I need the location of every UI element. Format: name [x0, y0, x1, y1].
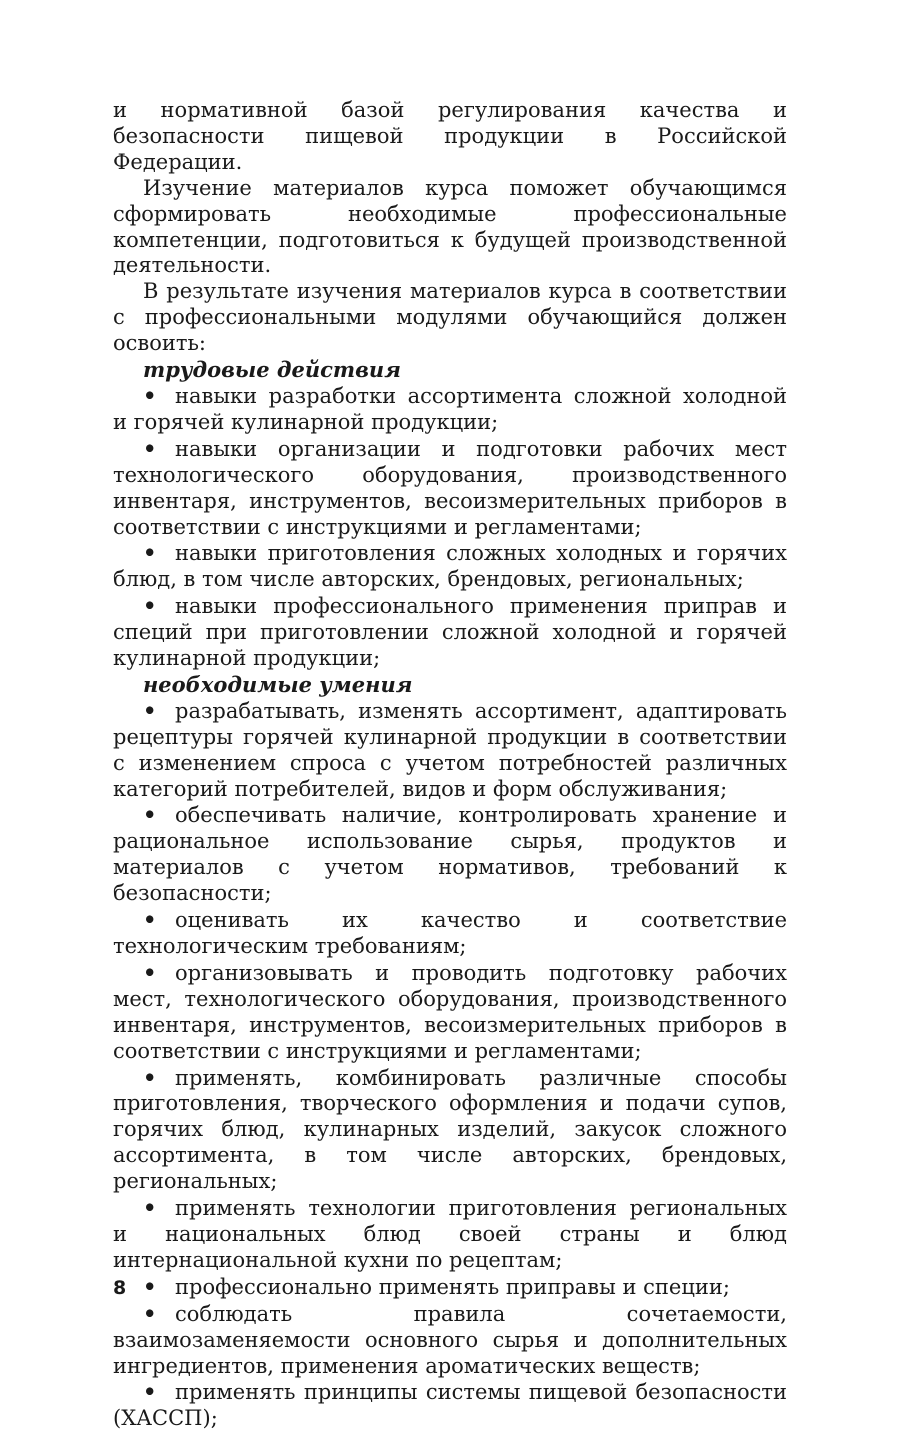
list-item — [113, 960, 787, 1065]
list-item — [113, 907, 787, 960]
bullet-icon: • — [143, 907, 157, 933]
bullet-icon: • — [143, 435, 157, 461]
list-item — [113, 802, 787, 907]
list-item-text: организовывать и проводить подготовку рабочих мест, технологического оборудования, производственного инвентаря, инструментов, весоизмерительных приборов в соответствии с инструкциями и регламентами; — [113, 960, 787, 1063]
list-item — [113, 1379, 787, 1432]
list-item-text: навыки приготовления сложных холодных и горячих блюд, в том числе авторских, брендовых, региональных; — [113, 541, 787, 592]
paragraph-intro-continuation: и нормативной базой регулирования качества и безопасности пищевой продукции в Российской Федерации. — [113, 98, 787, 174]
list-item — [113, 1195, 787, 1274]
bullet-icon: • — [143, 1379, 157, 1405]
list-item-text: навыки организации и подготовки рабочих мест технологического оборудования, производственного инвентаря, инструментов, весоизмерительных приборов в соответствии с инструкциями и регламентами; — [113, 436, 787, 539]
bullet-icon: • — [143, 540, 157, 566]
list-item-text: применять принципы системы пищевой безопасности (ХАССП); — [113, 1380, 787, 1431]
list-item-text: применять, комбинировать различные способы приготовления, творческого оформления и подачи супов, горячих блюд, кулинарных изделий, закусок сложного ассортимента, в том числе авторских, брендовых, региональных; — [113, 1065, 787, 1194]
list-item — [113, 593, 787, 672]
bullet-icon: • — [143, 382, 157, 408]
list-item — [113, 1065, 787, 1196]
bullet-icon: • — [143, 697, 157, 723]
list-labor-actions — [113, 383, 787, 672]
list-item — [113, 383, 787, 436]
heading-labor-actions: трудовые действия — [143, 357, 401, 383]
list-item-text: обеспечивать наличие, контролировать хранение и рациональное использование сырья, продуктов и материалов с учетом нормативов, требований к безопасности; — [113, 803, 787, 906]
paragraph-learning-outcomes: В результате изучения материалов курса в соответствии с профессиональными модулями обучающийся должен освоить: — [113, 279, 787, 356]
list-item-text: профессионально применять приправы и специи; — [175, 1274, 730, 1299]
bullet-icon: • — [143, 1195, 157, 1221]
bullet-icon: • — [143, 802, 157, 828]
bullet-icon: • — [143, 1064, 157, 1090]
bullet-icon: • — [143, 1273, 157, 1299]
list-item-text: навыки разработки ассортимента сложной холодной и горячей кулинарной продукции; — [113, 383, 787, 434]
list-item — [113, 436, 787, 541]
list-item — [113, 540, 787, 593]
list-required-skills — [113, 698, 787, 1432]
page-body — [113, 98, 787, 1432]
list-item-text: соблюдать правила сочетаемости, взаимозаменяемости основного сырья и дополнительных ингредиентов, применения ароматических веществ; — [113, 1301, 787, 1378]
page-number: 8 — [113, 1277, 127, 1299]
bullet-icon: • — [143, 1300, 157, 1326]
paragraph-course-benefit: Изучение материалов курса поможет обучающимся сформировать необходимые профессиональные компетенции, подготовиться к будущей производственной деятельности. — [113, 175, 787, 278]
list-item-text: применять технологии приготовления региональных и национальных блюд своей страны и блюд интернациональной кухни по рецептам; — [113, 1196, 787, 1272]
list-item — [113, 1274, 787, 1301]
list-item-text: оценивать их качество и соответствие технологическим требованиям; — [113, 908, 787, 958]
list-item-text: навыки профессионального применения приправ и специй при приготовлении сложной холодной и горячей кулинарной продукции; — [113, 594, 787, 671]
bullet-icon: • — [143, 593, 157, 619]
list-item — [113, 698, 787, 803]
heading-required-skills: необходимые умения — [143, 671, 413, 697]
list-item — [113, 1301, 787, 1380]
bullet-icon: • — [143, 959, 157, 985]
list-item-text: разрабатывать, изменять ассортимент, адаптировать рецептуры горячей кулинарной продукции в соответствии с изменением спроса с учетом потребностей различных категорий потребителей, видов и форм обслуживания; — [113, 698, 787, 801]
